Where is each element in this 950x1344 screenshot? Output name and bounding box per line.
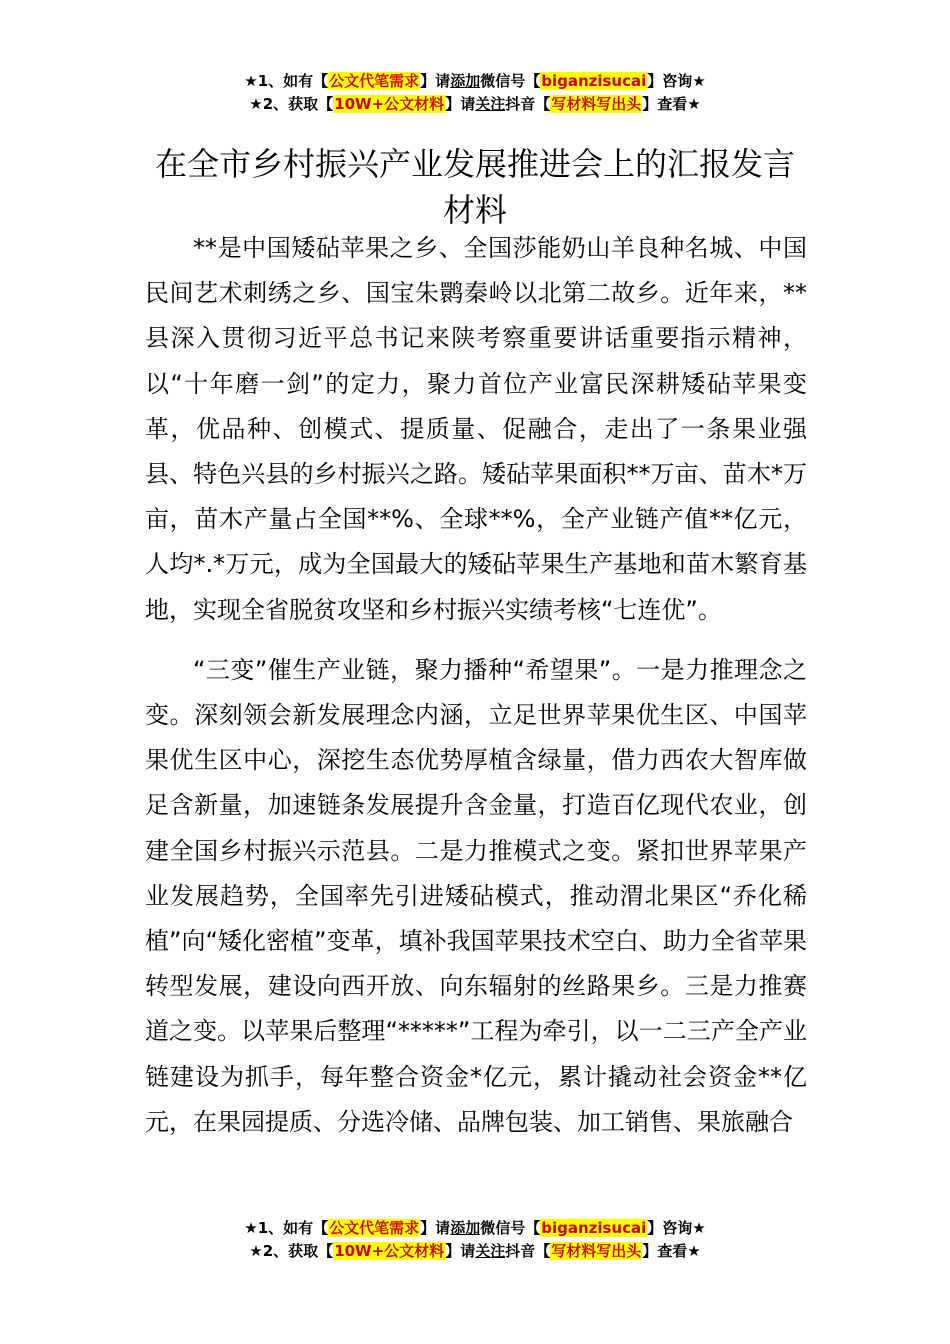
banner-text: 微信号【 [480,1219,541,1237]
wechat-id-highlight: biganzisucai [541,72,647,90]
douyin-account-highlight: 写材料写出头 [551,1242,642,1260]
banner-text: 】请 [445,95,476,113]
banner-text: 】请 [420,1219,451,1237]
body-paragraph: **是中国矮砧苹果之乡、全国莎能奶山羊良种名城、中国民间艺术刺绣之乡、国宝朱鹮秦岭以北第二故乡。近年来，**县深入贯彻习近平总书记来陕考察重要讲话重要指示精神，以“十年磨一剑”的定力，聚力首位产业富民深耕矮砧苹果变革，优品种、创模式、提质量、促融合，走出了一条果业强县、特色兴县的乡村振兴之路。矮砧苹果面积**万亩、苗木*万亩，苗木产量占全国**%、全球**%，全产业链产值**亿元，人均*.*万元，成为全国最大的矮砧苹果生产基地和苗木繁育基地，实现全省脱贫攻坚和乡村振兴实绩考核“七连优”。 [145,234,807,624]
wechat-id-highlight: biganzisucai [541,1219,647,1237]
materials-highlight: 10W+公文材料 [334,1242,445,1260]
footer-banner-line-1 [0,1217,950,1240]
ghostwriting-highlight: 公文代笔需求 [329,1219,420,1237]
footer-banner [0,1217,950,1263]
header-banner [0,70,950,116]
banner-text: 微信号【 [480,72,541,90]
banner-text: 】咨询★ [647,1219,706,1237]
banner-underline-text: 添加 [450,72,481,90]
banner-text: ★2、获取【 [249,95,334,113]
body-paragraph: “三变”催生产业链，聚力播种“希望果”。一是力推理念之变。深刻领会新发展理念内涵，立足世界苹果优生区、中国苹果优生区中心，深挖生态优势厚植含绿量，借力西农大智库做足含新量，加速链条发展提升含金量，打造百亿现代农业，创建全国乡村振兴示范县。二是力推模式之变。紧扣世界苹果产业发展趋势，全国率先引进矮砧模式，推动渭北果区“乔化稀植”向“矮化密植”变革，填补我国苹果技术空白、助力全省苹果转型发展，建设向西开放、向东辐射的丝路果乡。三是力推赛道之变。以苹果后整理“*****”工程为牵引，以一二三产全产业链建设为抓手，每年整合资金*亿元，累计撬动社会资金**亿元，在果园提质、分选冷储、品牌包装、加工销售、果旅融合 [145,655,807,1136]
banner-text: ★2、获取【 [249,1242,334,1260]
banner-text: 】请 [420,72,451,90]
banner-text: 抖音【 [505,1242,551,1260]
banner-text: 】请 [445,1242,476,1260]
banner-text: ★1、如有【 [244,1219,329,1237]
header-banner-line-2 [0,93,950,116]
document-title: 在全市乡村振兴产业发展推进会上的汇报发言材料 [154,145,795,230]
banner-text: 】查看★ [642,1242,701,1260]
banner-underline-text: 关注 [475,95,506,113]
header-banner-line-1 [0,70,950,93]
douyin-account-highlight: 写材料写出头 [551,95,642,113]
materials-highlight: 10W+公文材料 [334,95,445,113]
banner-text: 】咨询★ [647,72,706,90]
banner-underline-text: 添加 [450,1219,481,1237]
document-body [145,226,807,1145]
footer-banner-line-2 [0,1240,950,1263]
banner-text: ★1、如有【 [244,72,329,90]
banner-text: 】查看★ [642,95,701,113]
ghostwriting-highlight: 公文代笔需求 [329,72,420,90]
banner-underline-text: 关注 [475,1242,506,1260]
banner-text: 抖音【 [505,95,551,113]
